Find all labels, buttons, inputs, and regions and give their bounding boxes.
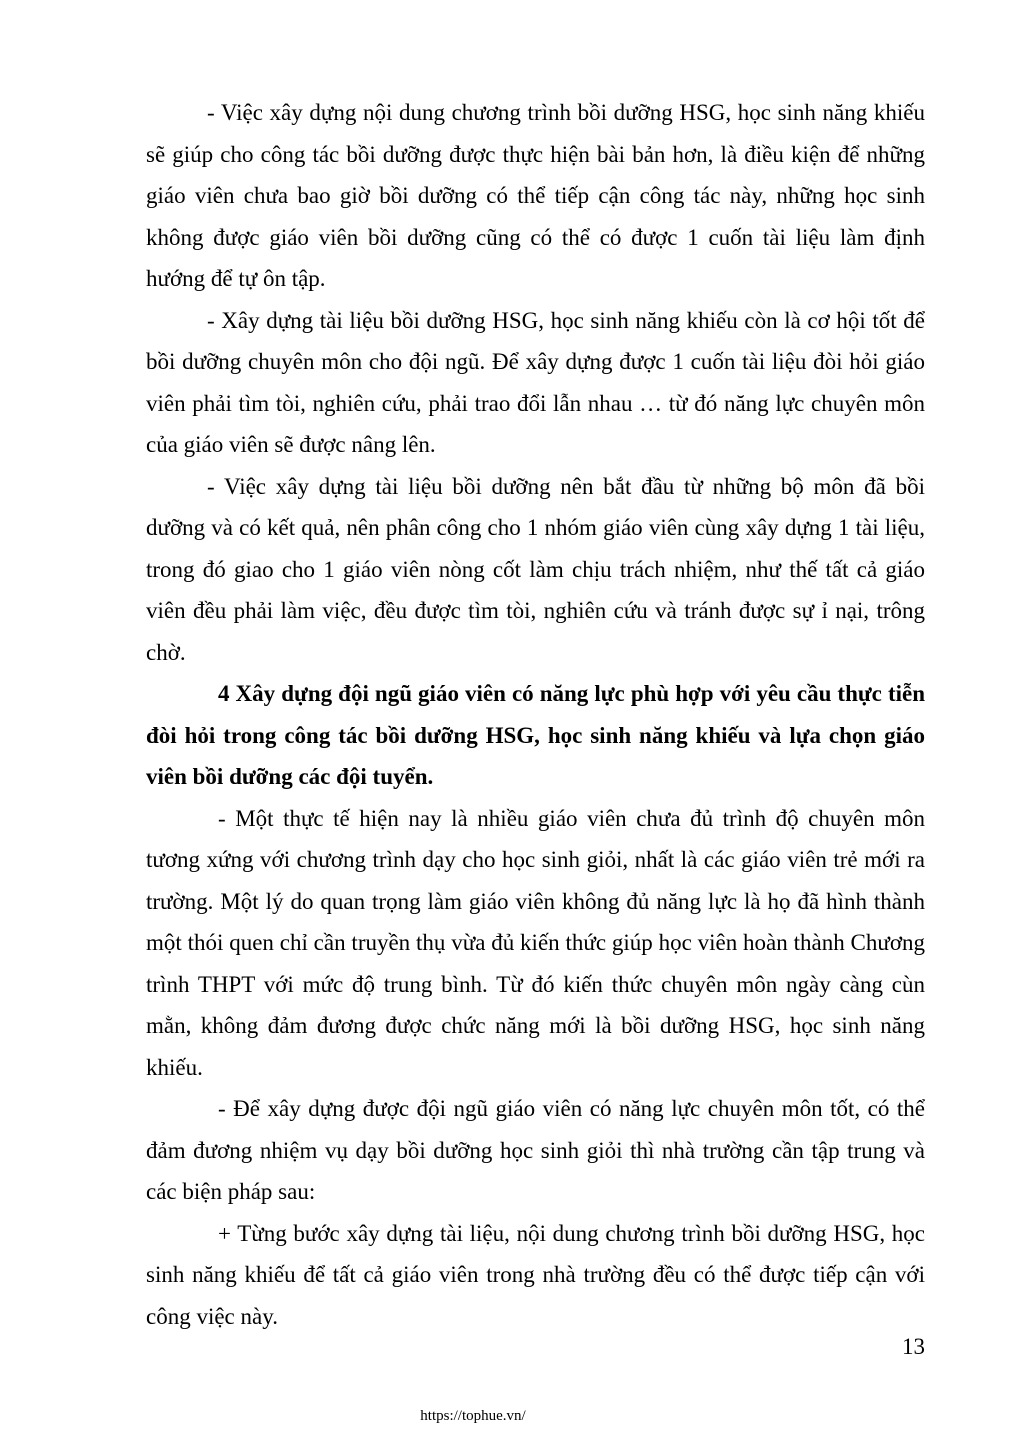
document-body: [146, 92, 925, 1337]
paragraph-material-assignment: - Việc xây dựng tài liệu bồi dưỡng nên bắt đầu từ những bộ môn đã bồi dưỡng và có kết quả, nên phân công cho 1 nhóm giáo viên cùng xây dựng 1 tài liệu, trong đó giao cho 1 giáo viên nòng cốt làm chịu trách nhiệm, như thế tất cả giáo viên đều phải làm việc, đều được tìm tòi, nghiên cứu và tránh được sự ỉ nại, trông chờ.: [146, 473, 925, 665]
page-number: 13: [902, 1334, 925, 1359]
paragraph-material-opportunity: - Xây dựng tài liệu bồi dưỡng HSG, học sinh năng khiếu còn là cơ hội tốt để bồi dưỡng chuyên môn cho đội ngũ. Để xây dựng được 1 cuốn tài liệu đòi hỏi giáo viên phải tìm tòi, nghiên cứu, phải trao đổi lẫn nhau … từ đó năng lực chuyên môn của giáo viên sẽ được nâng lên.: [146, 307, 925, 457]
paragraph-step-build-materials: + Từng bước xây dựng tài liệu, nội dung chương trình bồi dưỡng HSG, học sinh năng khiếu để tất cả giáo viên trong nhà trường đều có thể được tiếp cận với công việc này.: [146, 1220, 925, 1329]
paragraph-content-development: - Việc xây dựng nội dung chương trình bồi dưỡng HSG, học sinh năng khiếu sẽ giúp cho công tác bồi dưỡng được thực hiện bài bản hơn, là điều kiện để những giáo viên chưa bao giờ bồi dưỡng có thể tiếp cận công tác này, những học sinh không được giáo viên bồi dưỡng cũng có thể có được 1 cuốn tài liệu làm định hướng để tự ôn tập.: [146, 100, 925, 291]
paragraph-teacher-reality: - Một thực tế hiện nay là nhiều giáo viên chưa đủ trình độ chuyên môn tương xứng với chương trình dạy cho học sinh giỏi, nhất là các giáo viên trẻ mới ra trường. Một lý do quan trọng làm giáo viên không đủ năng lực là họ đã hình thành một thói quen chỉ cần truyền thụ vừa đủ kiến thức giúp học viên hoàn thành Chương trình THPT với mức độ trung bình. Từ đó kiến thức chuyên môn ngày càng cùn mằn, không đảm đương được chức năng mới là bồi dưỡng HSG, học sinh năng khiếu.: [146, 805, 925, 1080]
section-heading-4: 4 Xây dựng đội ngũ giáo viên có năng lực phù hợp với yêu cầu thực tiễn đòi hỏi trong công tác bồi dưỡng HSG, học sinh năng khiếu và lựa chọn giáo viên bồi dưỡng các đội tuyển.: [146, 681, 925, 789]
paragraph-teacher-measures: - Để xây dựng được đội ngũ giáo viên có năng lực chuyên môn tốt, có thể đảm đương nhiệm vụ dạy bồi dưỡng học sinh giỏi thì nhà trường cần tập trung và các biện pháp sau:: [146, 1096, 925, 1204]
footer-url[interactable]: https://tophue.vn/: [420, 1408, 526, 1424]
